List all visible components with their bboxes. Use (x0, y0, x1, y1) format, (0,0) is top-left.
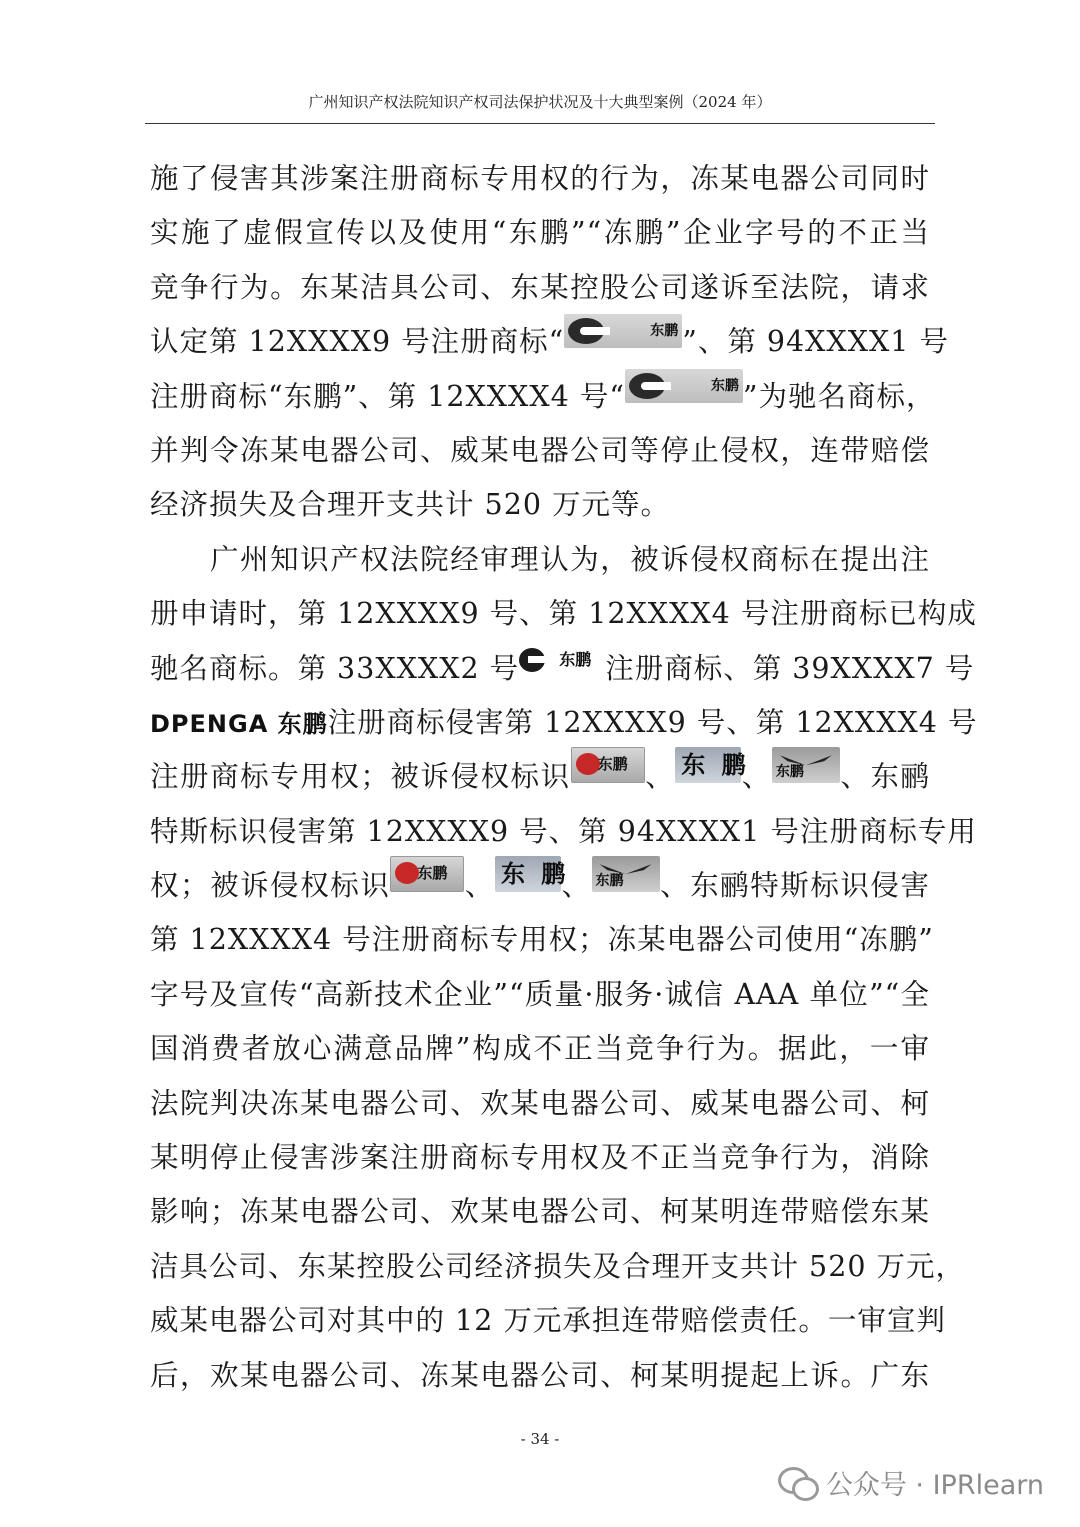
text-line: 册申请时，第 12XXXX9 号、第 12XXXX4 号注册商标已构成 (150, 597, 977, 631)
text-line: 后，欢某电器公司、冻某电器公司、柯某明提起上诉。广东 (150, 1358, 930, 1392)
text-line: 实施了虚假宣传以及使用“东鹏”“冻鹏”企业字号的不正当 (150, 216, 930, 250)
text-line: 第 12XXXX4 号注册商标专用权；冻某电器公司使用“冻鹏” (150, 923, 934, 957)
text-segment: 、东鹂特斯标识侵害 (659, 869, 930, 903)
wechat-icon (778, 1465, 818, 1499)
text-segment: ”、第 94XXXX1 号 (682, 325, 949, 359)
trademark-logo-image: 东鹏 (564, 314, 682, 348)
text-line (150, 750, 930, 804)
document-body (150, 152, 978, 1403)
text-line: 经济损失及合理开支共计 520 万元等。 (150, 488, 671, 522)
text-segment: 、 (644, 760, 676, 794)
text-segment: 、东鹂 (839, 760, 930, 794)
infringing-logo-photo: 东鹏 (390, 856, 464, 892)
text-line: 施了侵害其涉案注册商标专用权的行为，冻某电器公司同时 (150, 162, 930, 195)
text-line: 字号及宣传“高新技术企业”“质量·服务·诚信 AAA 单位”“全 (150, 977, 930, 1011)
text-line: 国消费者放心满意品牌”构成不正当竞争行为。据此，一审 (150, 1032, 930, 1066)
infringing-word-sign-photo: 东 鹏 (495, 856, 561, 892)
trademark-logo-image: 东鹏 (519, 645, 605, 675)
text-line (150, 370, 936, 424)
trademark-logo-image: 东鹏 (625, 369, 743, 403)
page-number: - 34 - (520, 1430, 560, 1448)
text-segment: 、 (560, 869, 592, 903)
text-segment: ”为驰名商标， (742, 379, 936, 413)
text-line: 影响；冻某电器公司、欢某电器公司、柯某明连带赔偿东某 (150, 1195, 930, 1229)
text-line: 洁具公司、东某控股公司经济损失及合理开支共计 520 万元， (150, 1249, 966, 1283)
watermark (778, 1462, 1044, 1502)
text-segment: 认定第 12XXXX9 号注册商标“ (150, 325, 565, 359)
text-segment: 、 (464, 869, 495, 903)
text-line: 法院判决冻某电器公司、欢某电器公司、威某电器公司、柯 (150, 1086, 930, 1120)
infringing-logo-photo: 东鹏 (571, 747, 645, 783)
text-line (150, 642, 975, 696)
text-segment: 注册商标专用权；被诉侵权标识 (150, 760, 571, 794)
text-line: 并判令冻某电器公司、威某电器公司等停止侵权，连带赔偿 (150, 433, 930, 467)
text-segment: 、 (741, 760, 772, 794)
text-segment: 权；被诉侵权标识 (150, 869, 391, 903)
text-segment: 注册商标“东鹏”、第 12XXXX4 号“ (150, 379, 625, 413)
text-line (150, 696, 978, 750)
watermark-text: 公众号 · IPRlearn (825, 1469, 1044, 1501)
text-line: 威某电器公司对其中的 12 万元承担连带赔偿责任。一审宣判 (150, 1304, 946, 1338)
text-line: 特斯标识侵害第 12XXXX9 号、第 94XXXX1 号注册商标专用 (150, 814, 977, 848)
infringing-eagle-sign-photo: 东鹏 (592, 856, 660, 892)
text-line: 某明停止侵害涉案注册商标专用权及不正当竞争行为，消除 (150, 1141, 930, 1175)
text-line: 广州知识产权法院经审理认为，被诉侵权商标在提出注 (150, 542, 930, 576)
text-segment: 注册商标、第 39XXXX7 号 (605, 651, 975, 685)
infringing-word-sign-photo: 东 鹏 (675, 747, 741, 783)
text-line (150, 859, 930, 913)
trademark-dpenga-logo: DPENGA 东鹏 (150, 709, 328, 738)
text-line: 竞争行为。东某洁具公司、东某控股公司遂诉至法院，请求 (150, 270, 930, 304)
text-segment: 注册商标侵害第 12XXXX9 号、第 12XXXX4 号 (327, 705, 978, 739)
infringing-eagle-sign-photo: 东鹏 (772, 747, 840, 783)
text-segment: 驰名商标。第 33XXXX2 号 (150, 651, 520, 685)
header-rule (145, 123, 935, 124)
text-line (150, 315, 949, 369)
page-header: 广州知识产权法院知识产权司法保护状况及十大典型案例（2024 年） (308, 93, 772, 111)
